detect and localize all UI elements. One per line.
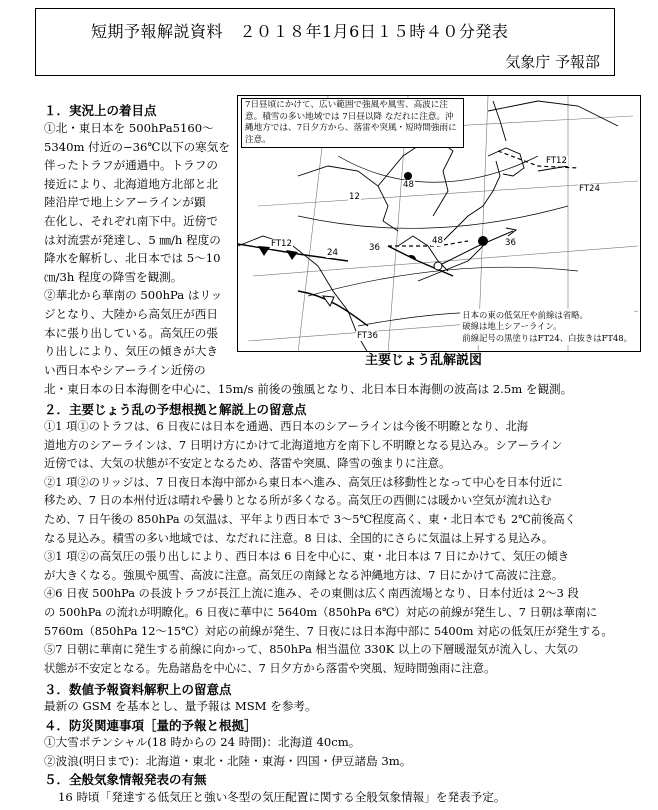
section-2-heading: ２．主要じょう乱の予想根拠と解説上の留意点 [44,402,307,417]
section-2-line: ①1 項①のトラフは、6 日夜には日本を通過、西日本のシアーラインは今後不明瞭となり、北海 [44,420,529,433]
section-1-p1-line: ①北・東日本を 500hPa5160～ [44,121,214,135]
section-1-p1-line: 伴ったトラフが通過中。トラフの [44,158,218,173]
section-2-line: 道地方のシアーラインは、7 日明け方にかけて北海道地方を南下し不明瞭となる見込み。シアーライン [44,438,563,452]
section-5-heading: ５．全般気象情報発表の有無 [44,772,207,787]
section-2-line: なる見込み。積雪の多い地域では、なだれに注意。8 日は、全国的にさらに気温は上昇する見込み。 [44,531,554,545]
section-1-p1-line: 降水を解析し、北日本では 5～10 [44,251,221,266]
section-2-line: ⑤7 日朝に華南に発生する前線に向かって、850hPa 相当温位 330K 以上の下層暖湿気が流入し、大気の [44,643,579,657]
section-1-p2-line: ジとなり、大陸から高気圧が西日 [44,306,218,321]
label-12: 12 [349,192,360,202]
section-1-p2-line: い西日本やシアーライン近傍の [44,362,206,377]
section-2-line: 5760m（850hPa 12～15℃）対応の前線が発生、7 日夜には日本海中部に 5400m 対応の低気圧が発生する。 [44,624,613,638]
section-2-body [44,418,644,678]
section-2-line: 移ため、7 日の本州付近は晴れや曇りとなる所が多くなる。高気圧の西側には暖かい空気が流れ込む [44,494,552,508]
legend-line: 前線記号の黒塗りはFT24、白抜きはFT48。 [462,332,632,343]
fronts [238,244,453,326]
section-1-p1-line: 接近により、北海道地方北部と北 [44,176,218,191]
label-36-b: 36 [505,238,516,248]
label-ft12-east: FT12 [546,156,567,166]
section-2-line: ため、7 日午後の 850hPa の気温は、平年より西日本で 3～5℃程度高く、東・北日本でも 2℃前後高く [44,512,576,526]
section-1-heading: １．実況上の着目点 [44,103,157,118]
wave-forecast: ②波浪(明日まで)：北海道・東北・北陸・東海・四国・伊豆諸島 3m。 [44,753,412,768]
section-1-paragraph-2-tail: 北・東日本の日本海側を中心に、15m/s 前後の強風となり、北日本日本海側の波高は 2.5m を観測。 [44,382,573,396]
label-ft24-east: FT24 [579,184,600,194]
document-header [35,8,615,76]
section-2-line: の 500hPa の流れが明瞭化。6 日夜に華中に 5640m（850hPa 6℃）対応の前線が発生し、7 日朝は華南に [44,605,598,619]
label-36: 36 [369,243,380,253]
snow-potential: ①大雪ポテンシャル(18 時からの 24 時間)：北海道 40cm。 [44,735,361,749]
section-4-body [44,733,411,770]
map-note-legend [460,309,634,346]
section-2-line: が大きくなる。強風や風雪、高波に注意。高気圧の南縁となる沖縄地方は、7 日にかけて高波に注意。 [44,568,564,582]
label-ft36: FT36 [357,331,378,341]
section-1-p1-line: は対流雲が発達し、5 ㎜/h 程度の [44,232,221,247]
section-1-p2-line: ②華北から華南の 500hPa はリッ [44,288,223,303]
label-24: 24 [327,248,338,258]
section-1-p1-line: 陸沿岸で地上シアーラインが顕 [44,195,206,210]
map-caption: 主要じょう乱解説図 [365,353,483,368]
disturbance-map [237,95,641,352]
section-5-body: 16 時頃「発達する低気圧と強い冬型の気圧配置に関する全般気象情報」を発表予定。 [58,790,506,804]
section-1-p1-line: 5340m 付近の−36℃以下の寒気を [44,139,230,154]
section-4-heading: ４．防災関連事項［量的予報と根拠］ [44,718,257,733]
label-48-a: 48 [403,180,414,190]
isobars [298,156,598,326]
section-1-p1-line: ㎝/3h 程度の降雪を観測。 [44,269,183,284]
section-2-line: ③1 項②の高気圧の張り出しにより、西日本は 6 日を中心に、東・北日本は 7 日にかけて、気圧の傾き [44,550,570,564]
section-3-body: 最新の GSM を基本とし、量予報は MSM を参考。 [44,699,317,713]
section-2-line: 近傍では、大気の状態が不安定となるため、落雷や突風、降雪の強まりに注意。 [44,457,451,471]
legend-line: 日本の東の低気圧や前線は省略。 [462,309,588,320]
section-2-line: ②1 項②のリッジは、7 日夜日本海中部から東日本へ進み、高気圧は移動性となって中心を日本付近に [44,475,563,489]
document-title: 短期予報解説資料 ２０１８年1月6日１５時４０分発表 [91,22,509,41]
map-note-warnings: 7日昼頃にかけて、広い範囲で強風や風雪、高波に注意。積雪の多い地域では 7日昼以降 なだれに注意。沖縄地方では、7日夕方から、落雷や突風・短時間強雨に注意。 [241,98,464,148]
label-ft12-west: FT12 [271,239,292,249]
section-1-p1-line: 在化し、それぞれ南下中。近傍で [44,213,218,228]
label-48-b: 48 [432,236,443,246]
section-3-heading: ３．数値予報資料解釈上の留意点 [44,682,232,697]
section-2-line: ④6 日夜 500hPa の長波トラフが長江上流に進み、その東側は広く南西流場となり、日本付近は 2～3 段 [44,587,579,601]
pressure-markers [404,172,488,270]
issuing-agency: 気象庁 予報部 [505,53,600,71]
section-1-paragraph-1 [44,119,240,379]
legend-line: 破線は地上シアーライン。 [462,321,562,331]
section-1-p2-line: 本に張り出している。高気圧の張 [44,325,218,340]
section-2-line: 状態が不安定となる。先島諸島を中心に、7 日夕方から落雷や突風、短時間強雨に注意。 [44,661,496,675]
section-1-p2-line: り出しにより、気圧の傾きが大き [44,344,218,359]
